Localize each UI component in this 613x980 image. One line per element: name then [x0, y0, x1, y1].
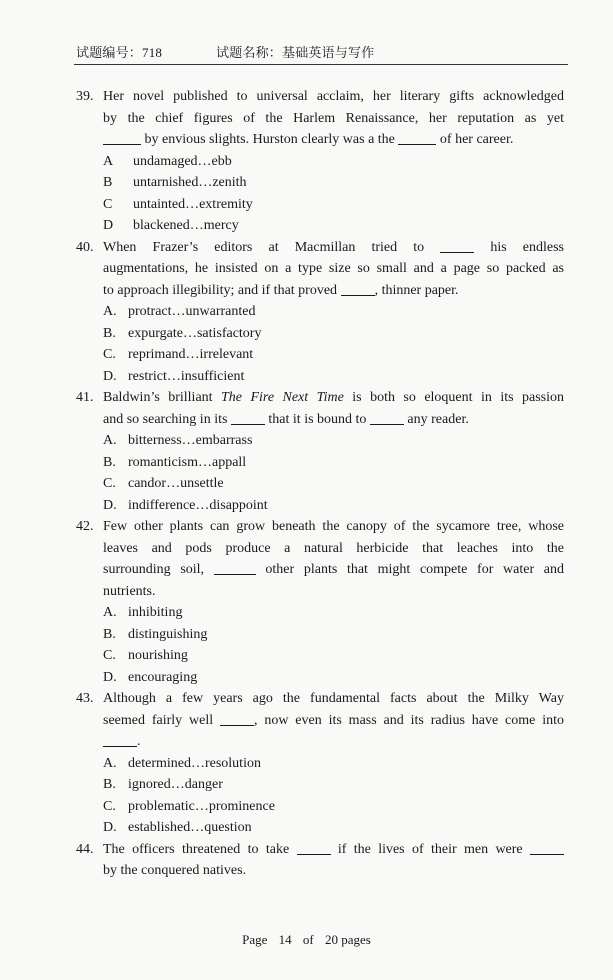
- option-a[interactable]: A. protract…unwarranted: [103, 304, 256, 319]
- answer-blank[interactable]: [103, 130, 141, 145]
- answer-blank[interactable]: [214, 560, 256, 575]
- page-total: 20 pages: [325, 932, 371, 947]
- question-number: 43.: [76, 691, 94, 706]
- page-footer: [0, 932, 613, 948]
- stem-line: surrounding soil, other plants that might compete for water and: [103, 562, 565, 577]
- stem-line: .: [103, 731, 564, 753]
- stem-line: augmentations, he insisted on a type size so small and a page so packed as: [103, 261, 564, 276]
- option-d[interactable]: D blackened…mercy: [103, 218, 239, 233]
- option-c[interactable]: C. problematic…prominence: [103, 798, 275, 814]
- option-d[interactable]: D. encouraging: [103, 669, 198, 685]
- exam-code: 试题编号：718: [76, 45, 163, 60]
- book-title: The Fire Next Time: [221, 390, 344, 405]
- stem-line: by the chief figures of the Harlem Renaissance, her reputation as yet: [103, 110, 564, 126]
- question-41: [76, 387, 564, 516]
- option-d[interactable]: D. indifference…disappoint: [103, 497, 268, 513]
- question-number: 39.: [76, 89, 94, 104]
- options: [76, 753, 564, 839]
- stem-line: by the conquered natives.: [103, 863, 247, 878]
- question-42: [76, 516, 564, 688]
- option-b[interactable]: B. romanticism…appall: [103, 454, 247, 470]
- option-b[interactable]: B. ignored…danger: [103, 777, 223, 792]
- question-39: [76, 86, 564, 237]
- stem-line: The officers threatened to take if the lives of their men were: [103, 839, 564, 861]
- option-b[interactable]: B. expurgate…satisfactory: [103, 325, 262, 341]
- question-number: 44.: [76, 841, 94, 857]
- answer-blank[interactable]: [103, 732, 137, 747]
- question-stem: [76, 387, 564, 430]
- question-stem: [76, 688, 564, 753]
- answer-blank[interactable]: [370, 410, 404, 425]
- stem-line: and so searching in its that it is bound to any reader.: [103, 411, 469, 427]
- question-number: 41.: [76, 390, 94, 405]
- exam-name: 试题名称：基础英语与写作: [216, 45, 375, 60]
- option-a[interactable]: A undamaged…ebb: [103, 153, 232, 169]
- question-43: [76, 688, 564, 839]
- question-44: [76, 839, 564, 882]
- option-d[interactable]: D. restrict…insufficient: [103, 368, 245, 384]
- option-c[interactable]: C. nourishing: [103, 648, 188, 663]
- answer-blank[interactable]: [220, 711, 254, 726]
- question-number: 42.: [76, 519, 94, 534]
- option-c[interactable]: C. reprimand…irrelevant: [103, 347, 254, 362]
- answer-blank[interactable]: [530, 840, 564, 855]
- options: [76, 430, 564, 516]
- answer-blank[interactable]: [341, 281, 375, 296]
- page-word: Page: [242, 932, 268, 947]
- options: [76, 151, 564, 237]
- question-40: [76, 237, 564, 388]
- answer-blank[interactable]: [398, 130, 436, 145]
- option-a[interactable]: A. bitterness…embarrass: [103, 433, 253, 448]
- stem-line: When Frazer’s editors at Macmillan tried to his endless: [103, 239, 564, 255]
- of-word: of: [302, 932, 314, 947]
- stem-line: to approach illegibility; and if that proved , thinner paper.: [103, 282, 459, 298]
- stem-line: seemed fairly well , now even its mass and its radius have come into: [103, 712, 564, 728]
- option-b[interactable]: B. distinguishing: [103, 626, 208, 642]
- question-stem: [76, 237, 564, 302]
- question-stem: [76, 516, 564, 602]
- options: [76, 301, 564, 387]
- page-number: 14: [278, 932, 292, 947]
- option-c[interactable]: C untainted…extremity: [103, 196, 253, 212]
- options: [76, 602, 564, 688]
- answer-blank[interactable]: [297, 840, 331, 855]
- option-a[interactable]: A. determined…resolution: [103, 755, 261, 771]
- stem-line: Although a few years ago the fundamental facts about the Milky Way: [103, 691, 564, 706]
- stem-line: Baldwin’s brilliant The Fire Next Time is both so eloquent in its passion: [103, 390, 565, 405]
- stem-line: leaves and pods produce a natural herbicide that leaches into the: [103, 540, 564, 556]
- stem-line: nutrients.: [103, 583, 156, 599]
- answer-blank[interactable]: [440, 238, 474, 253]
- option-c[interactable]: C. candor…unsettle: [103, 476, 224, 491]
- option-b[interactable]: B untarnished…zenith: [103, 175, 247, 190]
- question-stem: [76, 839, 564, 882]
- answer-blank[interactable]: [231, 410, 265, 425]
- question-list: [76, 86, 564, 882]
- stem-line: by envious slights. Hurston clearly was a the of her career.: [103, 129, 564, 151]
- option-d[interactable]: D. established…question: [103, 820, 252, 835]
- question-stem: [76, 86, 564, 151]
- option-a[interactable]: A. inhibiting: [103, 605, 183, 620]
- question-number: 40.: [76, 239, 94, 255]
- stem-line: Her novel published to universal acclaim, her literary gifts acknowledged: [103, 89, 564, 104]
- stem-line: Few other plants can grow beneath the canopy of the sycamore tree, whose: [103, 519, 564, 534]
- header-divider: [74, 64, 568, 65]
